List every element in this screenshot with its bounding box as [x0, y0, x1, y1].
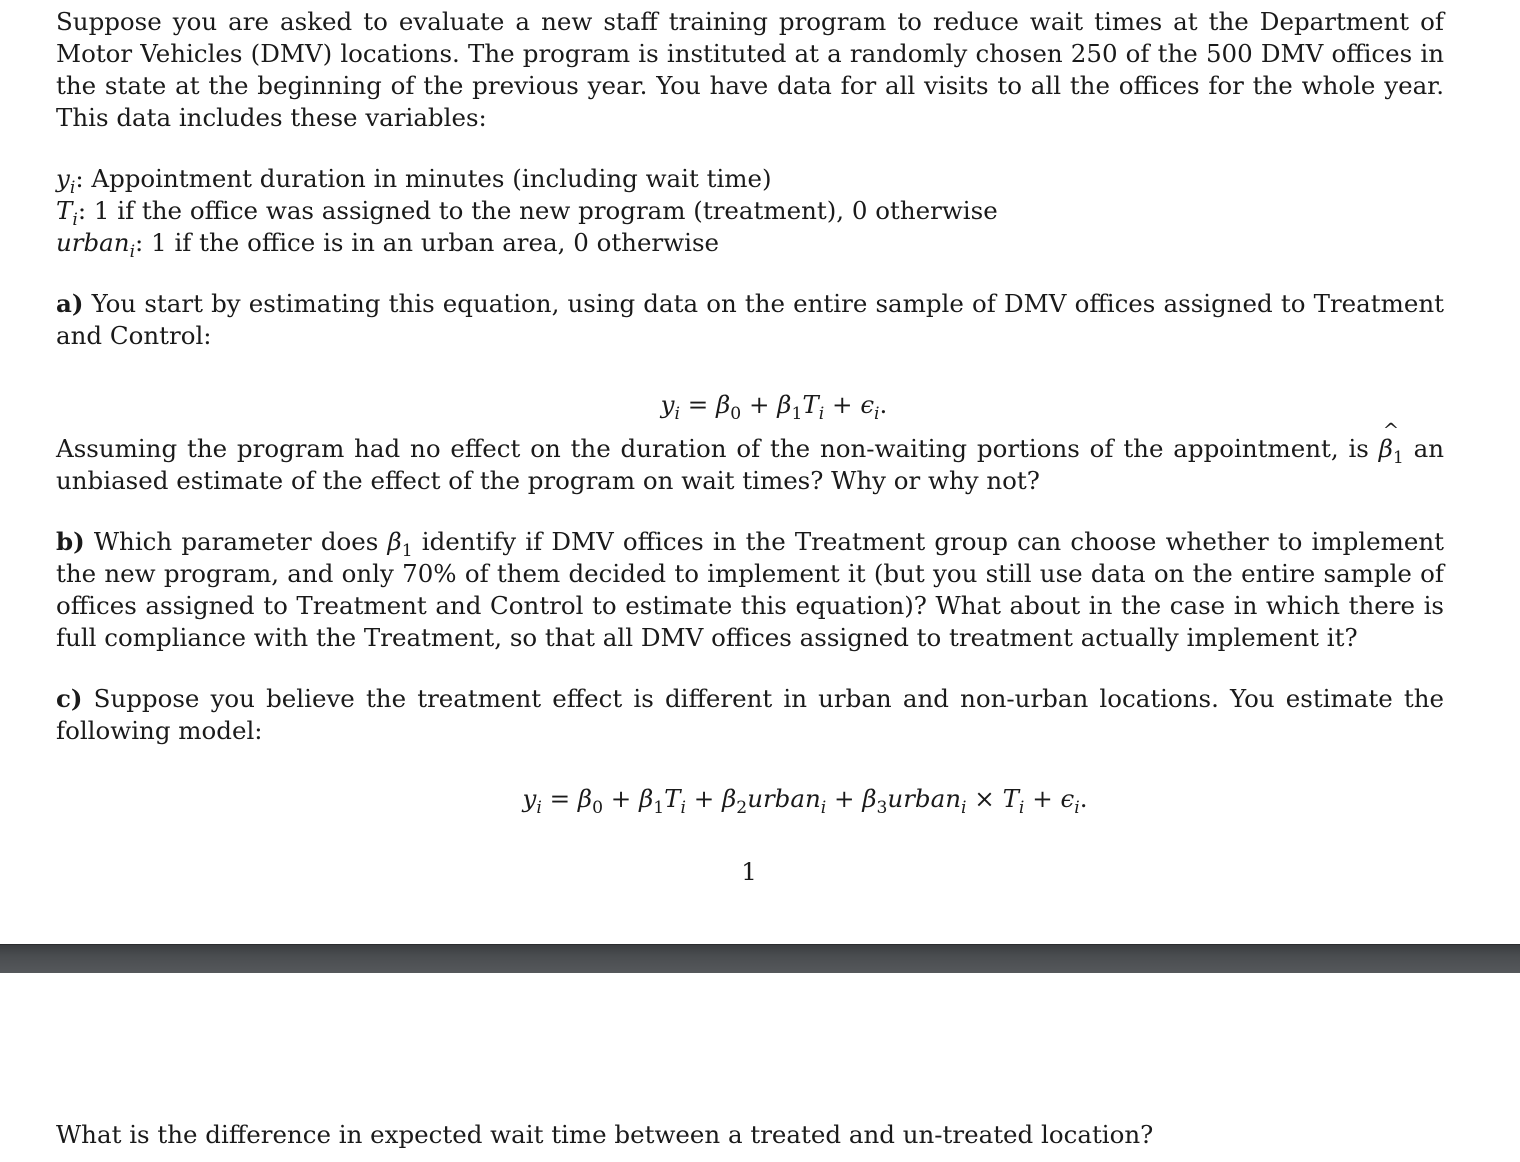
variable-symbol: T: [56, 196, 73, 225]
part-a-label: a): [56, 289, 84, 318]
part-a-question: Assuming the program had no effect on the duration of the non-waiting portions of the appointment, is β ^ $_1$ an unbiased estimate of the effect of the program on wait times? Why or why not?: [56, 419, 1444, 495]
variable-list: [56, 163, 1444, 262]
variable-description: : 1 if the office was assigned to the new program (treatment), 0 otherwise: [77, 196, 998, 225]
document-page: [56, 6, 1444, 818]
variable-description: : 1 if the office is in an urban area, 0 otherwise: [135, 228, 720, 257]
part-b-paragraph: b) Which parameter does $\beta_1$ identify if DMV offices in the Treatment group can choose whether to implement the new program, and only 70% of them decided to implement it (but you still use data on the entire sample of offices assigned to Treatment and Control to estimate this equation)? What about in the case in which there is full compliance with the Treatment, so that all DMV offices assigned to treatment actually implement it?: [56, 527, 1444, 652]
variable-subscript: i: [72, 209, 78, 230]
beta-hat-symbol: β ^: [1378, 419, 1400, 463]
equation-c: $y_i = \beta_0 + \beta_1T_i$ + $\beta_2urban_i$ + $\beta_3urban_i \times T_i + \epsilon_i$.: [522, 784, 1088, 818]
variable-symbol: urban: [56, 228, 130, 257]
part-c-paragraph: [56, 683, 1444, 747]
part-a-question-after: an unbiased estimate of the effect of the program on wait times? Why or why not?: [56, 434, 1444, 495]
variable-t: [56, 195, 1444, 230]
equation-a: $y_i = \beta_0 + \beta_1T_i + \epsilon_i$.: [660, 390, 888, 424]
part-b-text-after: identify if DMV offices in the Treatment group can choose whether to implement the new program, and only 70% of them decided to implement it (but you still use data on the entire sample of offices assigned to Treatment and Control to estimate this equation)? What about in the case in which there is full compliance with the Treatment, so that all DMV offices assigned to treatment actually implement it?: [56, 527, 1444, 652]
part-b-label: b): [56, 527, 85, 556]
page-number: 1: [741, 857, 757, 886]
part-b-text-before: Which parameter does: [84, 527, 388, 556]
part-a-paragraph: [56, 288, 1444, 352]
page-divider: [0, 944, 1520, 973]
intro-paragraph: Suppose you are asked to evaluate a new staff training program to reduce wait times at the Department of Motor Vehicles (DMV) locations. The program is instituted at a randomly chosen 250 of the 500 DMV offices in the state at the beginning of the previous year. You have data for all visits to all the offices for the whole year. This data includes these variables:: [56, 7, 1444, 132]
variable-symbol: y: [56, 164, 70, 193]
bottom-question: What is the difference in expected wait time between a treated and un-treated location?: [56, 1120, 1154, 1149]
variable-urban: [56, 227, 1444, 262]
part-c-text: Suppose you believe the treatment effect is different in urban and non-urban locations. You estimate the following model:: [56, 684, 1444, 745]
part-a-question-before: Assuming the program had no effect on the duration of the non-waiting portions of the appointment, is: [56, 434, 1379, 463]
variable-y: [56, 163, 1444, 198]
part-a-text: You start by estimating this equation, using data on the entire sample of DMV offices assigned to Treatment and Control:: [56, 289, 1444, 350]
variable-subscript: i: [69, 177, 76, 198]
part-c-label: c): [56, 684, 83, 713]
variable-subscript: i: [129, 241, 136, 262]
variable-description: : Appointment duration in minutes (including wait time): [75, 164, 772, 193]
